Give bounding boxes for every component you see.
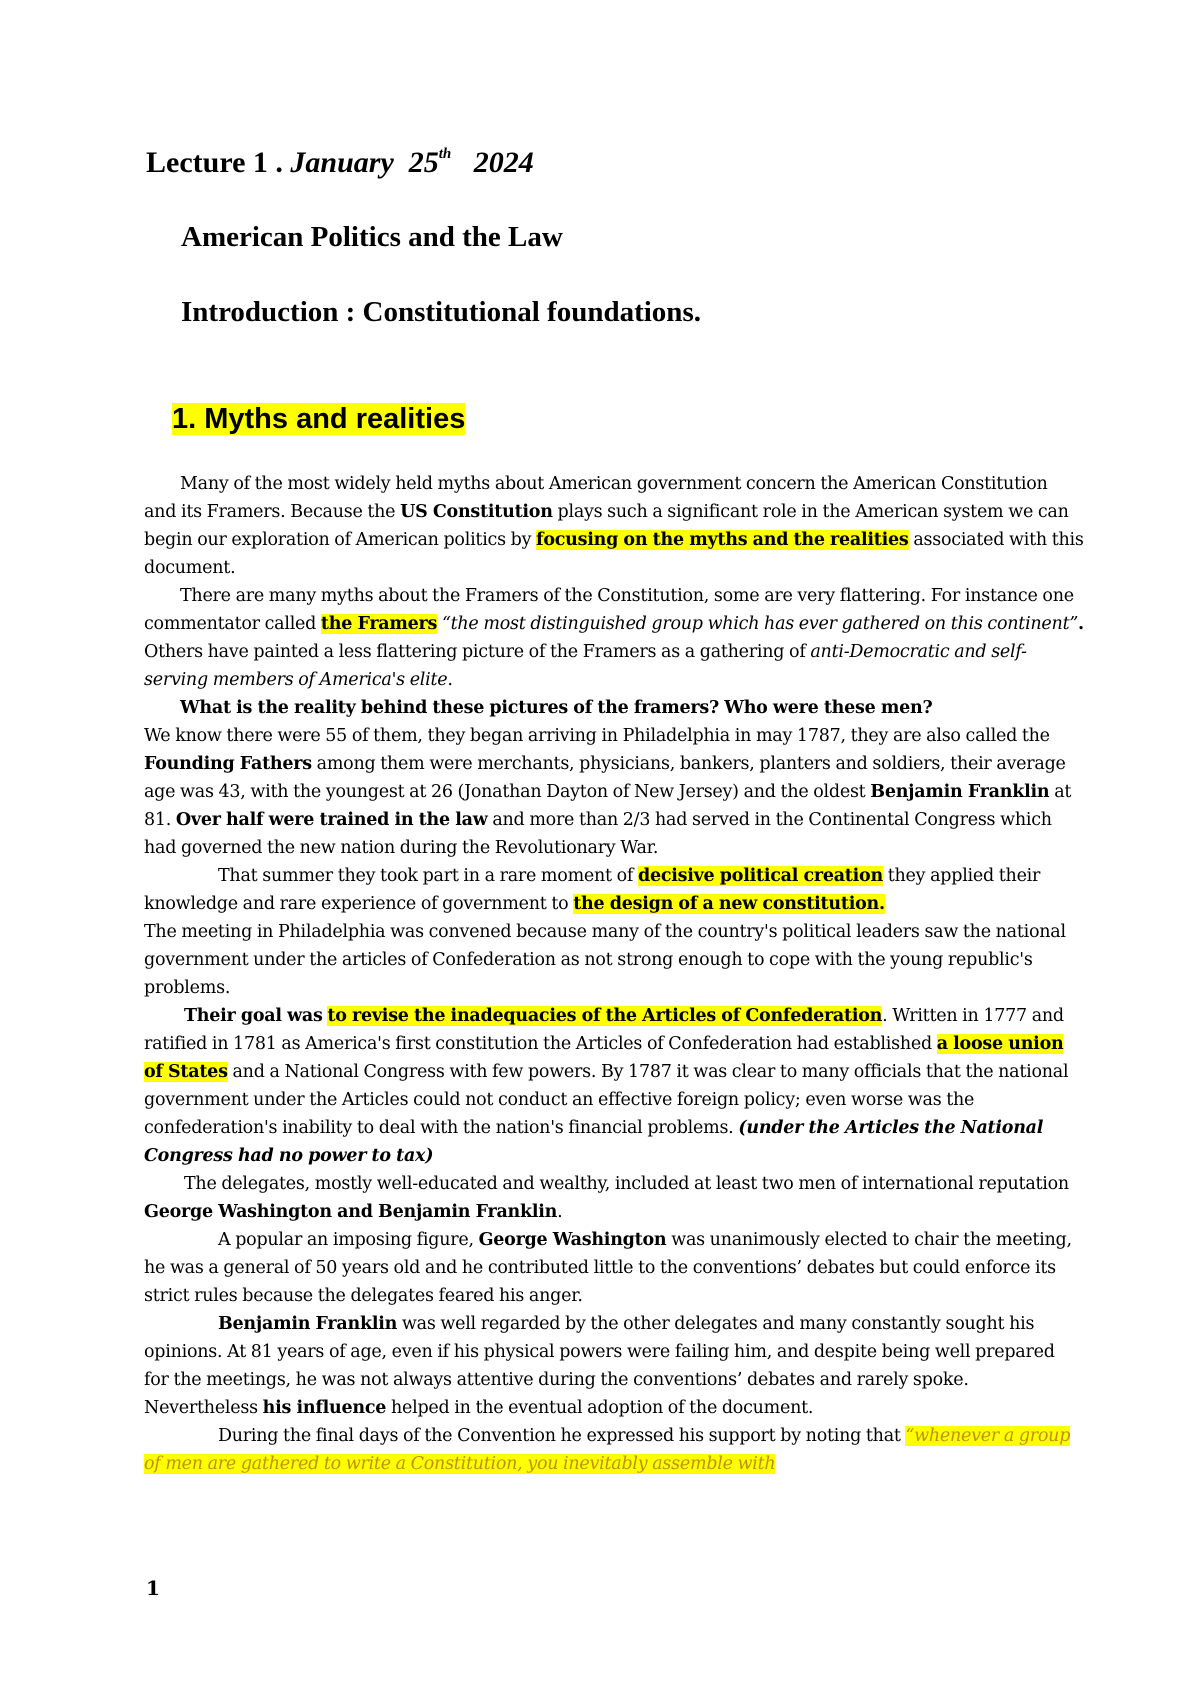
- paragraph-5: [144, 862, 1084, 918]
- text-run: Many of the most widely held myths about American government concern the American Constitution and its Framers. Because the: [144, 474, 1048, 522]
- text-run: they applied their knowledge and rare experience of government to: [144, 866, 1041, 914]
- italic-run: (under the Articles the National Congress had no power to tax): [144, 1118, 1044, 1166]
- text-run: was well regarded by the other delegates and many constantly sought his opinions. At 81 years of age, even if his physical powers were failing him, and despite being well prepared for the meetings, he was not always attentive during the conventions’ debates and rarely spoke. Nevertheless: [144, 1314, 1055, 1418]
- lecture-label: Lecture 1 .: [146, 146, 283, 179]
- text-run: and a National Congress with few powers. By 1787 it was clear to many officials that the national government under the Articles could not conduct an effective foreign policy; even worse was the confederation's inability to deal with the nation's financial problems.: [144, 1062, 1069, 1138]
- text-run: among them were merchants, physicians, bankers, planters and soldiers, their average age was 43, with the youngest at 26 (Jonathan Dayton of New Jersey) and the oldest: [144, 754, 1066, 802]
- highlighted-run: the design of a new constitution.: [573, 894, 885, 914]
- text-run: associated with this document.: [144, 530, 1084, 578]
- text-run: There are many myths about the Framers of the Constitution, some are very flattering. For instance one commentator called: [144, 586, 1074, 634]
- text-run: During the final days of the Convention he expressed his support by noting that: [218, 1426, 906, 1446]
- text-run: The meeting in Philadelphia was convened because many of the country's political leaders saw the national government under the articles of Confederation as not strong enough to cope with the young republic's problems.: [144, 922, 1066, 998]
- text-run: plays such a significant role in the American system we can begin our exploration of American politics by: [144, 502, 1069, 550]
- section-heading-text: 1. Myths and realities: [172, 403, 466, 435]
- paragraph-1: [144, 470, 1084, 582]
- course-title: American Politics and the Law: [181, 221, 563, 253]
- text-run: .: [447, 670, 453, 690]
- text-run: A popular an imposing figure,: [218, 1230, 479, 1250]
- highlighted-run: decisive political creation: [637, 866, 883, 886]
- lecture-year: 2024: [473, 146, 534, 179]
- italic-run: anti-Democratic and self-serving members of America's elite: [144, 642, 1027, 690]
- topic-title: Introduction : Constitutional foundations.: [181, 296, 701, 328]
- bold-run: his influence: [262, 1398, 387, 1418]
- highlighted-run: the Framers: [320, 614, 438, 634]
- highlighted-quote: “whenever a group of men are gathered to write a Constitution, you inevitably assemble with: [144, 1426, 1071, 1474]
- bold-run: George Washington: [478, 1230, 667, 1250]
- text-run: helped in the eventual adoption of the document.: [386, 1398, 814, 1418]
- text-run: The delegates, mostly well-educated and wealthy, included at least two men of international reputation: [184, 1174, 1069, 1194]
- paragraph-2: [144, 582, 1084, 694]
- text-run: was unanimously elected to chair the meeting, he was a general of 50 years old and he contributed little to the conventions’ debates but could enforce its strict rules because the delegates feared his anger.: [144, 1230, 1072, 1306]
- italic-run: “the most distinguished group which has ever gathered on this continent”: [441, 614, 1079, 634]
- bold-run: Benjamin Franklin: [870, 782, 1050, 802]
- paragraph-11: [144, 1422, 1084, 1478]
- bold-run: Their goal was: [184, 1006, 323, 1026]
- bold-run: What is the reality behind these pictures of the framers? Who were these men?: [180, 698, 933, 718]
- bold-run: Over half were trained in the law: [175, 810, 488, 830]
- text-run: .: [557, 1202, 563, 1222]
- paragraph-3: [144, 694, 1084, 722]
- lecture-title: [146, 146, 534, 180]
- bold-run: US Constitution: [400, 502, 553, 522]
- paragraph-9: [144, 1226, 1084, 1310]
- highlighted-run: to revise the inadequacies of the Articles of Confederation: [327, 1006, 883, 1026]
- lecture-day: 25: [408, 146, 439, 179]
- paragraph-4: [144, 722, 1084, 862]
- document-body: [144, 470, 1084, 1478]
- paragraph-8: [144, 1170, 1084, 1226]
- bold-run: George Washington and Benjamin Franklin: [144, 1202, 558, 1222]
- page-number: 1: [146, 1576, 160, 1600]
- section-heading: [172, 403, 465, 436]
- lecture-day-suffix: th: [438, 146, 452, 162]
- highlighted-run: focusing on the myths and the realities: [536, 530, 909, 550]
- bold-run: Founding Fathers: [144, 754, 312, 774]
- paragraph-6: [144, 918, 1084, 1002]
- text-run: We know there were 55 of them, they began arriving in Philadelphia in may 1787, they are also called the: [144, 726, 1050, 746]
- lecture-month: January: [290, 146, 394, 179]
- bold-run: Benjamin Franklin: [218, 1314, 398, 1334]
- text-run: at 81.: [144, 782, 1072, 830]
- paragraph-10: [144, 1310, 1084, 1422]
- text-run: . Written in 1777 and ratified in 1781 as America's first constitution the Articles of Confederation had established: [144, 1006, 1064, 1054]
- bold-run: .: [1078, 614, 1084, 634]
- paragraph-7: [144, 1002, 1084, 1170]
- text-run: and more than 2/3 had served in the Continental Congress which had governed the new nation during the Revolutionary War.: [144, 810, 1052, 858]
- text-run: That summer they took part in a rare moment of: [218, 866, 638, 886]
- text-run: Others have painted a less flattering picture of the Framers as a gathering of: [144, 642, 811, 662]
- highlighted-run: a loose union of States: [144, 1034, 1064, 1082]
